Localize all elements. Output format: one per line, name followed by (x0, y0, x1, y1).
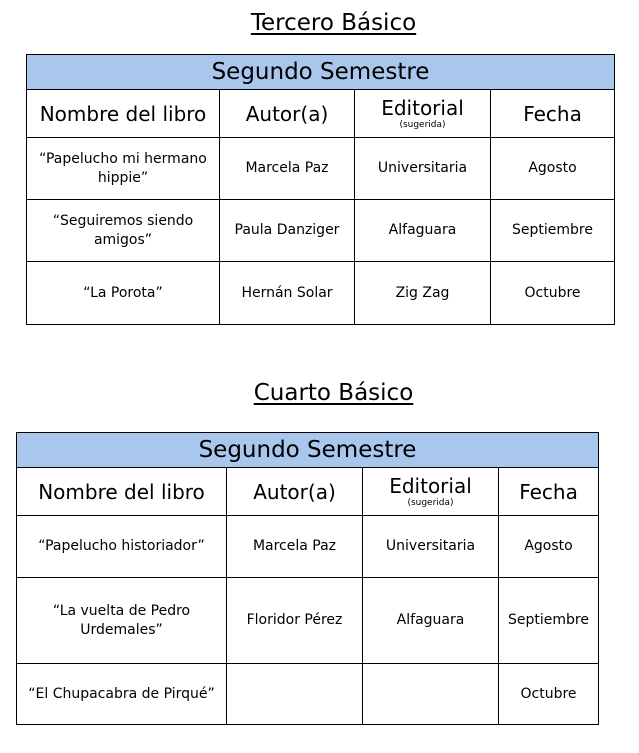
column-header-author: Autor(a) (220, 90, 355, 138)
book-title-cell: “La Porota” (27, 262, 220, 325)
table-row (17, 664, 599, 725)
date-cell: Agosto (491, 138, 615, 200)
date-cell: Octubre (491, 262, 615, 325)
reading-list-table-cuarto (16, 432, 599, 725)
section-title-cuarto: Cuarto Básico (253, 380, 414, 406)
section-title-tercero: Tercero Básico (250, 10, 417, 36)
book-title-cell: “La vuelta de Pedro Urdemales” (17, 578, 227, 664)
semester-header: Segundo Semestre (17, 433, 599, 468)
author-cell: Marcela Paz (227, 516, 363, 578)
semester-header: Segundo Semestre (27, 55, 615, 90)
author-cell: Paula Danziger (220, 200, 355, 262)
column-header-author: Autor(a) (227, 468, 363, 516)
author-cell: Marcela Paz (220, 138, 355, 200)
book-title-cell: “Papelucho historiador” (17, 516, 227, 578)
table-row (17, 578, 599, 664)
publisher-header-note: (sugerida) (407, 498, 454, 508)
column-header-publisher (363, 468, 499, 516)
table-row (27, 262, 615, 325)
column-header-publisher (355, 90, 491, 138)
book-title-cell: “Seguiremos siendo amigos” (27, 200, 220, 262)
book-title-cell: “Papelucho mi hermano hippie” (27, 138, 220, 200)
column-header-book: Nombre del libro (17, 468, 227, 516)
column-header-date: Fecha (491, 90, 615, 138)
publisher-cell: Zig Zag (355, 262, 491, 325)
publisher-cell: Alfaguara (355, 200, 491, 262)
table-row (27, 200, 615, 262)
publisher-header-note: (sugerida) (399, 120, 446, 130)
table-row (17, 516, 599, 578)
book-title-cell: “El Chupacabra de Pirqué” (17, 664, 227, 725)
author-cell (227, 664, 363, 725)
author-cell: Floridor Pérez (227, 578, 363, 664)
publisher-cell: Universitaria (355, 138, 491, 200)
author-cell: Hernán Solar (220, 262, 355, 325)
column-header-book: Nombre del libro (27, 90, 220, 138)
date-cell: Septiembre (491, 200, 615, 262)
table-row (27, 138, 615, 200)
publisher-cell (363, 664, 499, 725)
date-cell: Septiembre (499, 578, 599, 664)
date-cell: Agosto (499, 516, 599, 578)
publisher-cell: Universitaria (363, 516, 499, 578)
publisher-cell: Alfaguara (363, 578, 499, 664)
date-cell: Octubre (499, 664, 599, 725)
reading-list-table-tercero (26, 54, 615, 325)
publisher-header-label: Editorial (381, 96, 464, 120)
publisher-header-label: Editorial (389, 474, 472, 498)
column-header-date: Fecha (499, 468, 599, 516)
